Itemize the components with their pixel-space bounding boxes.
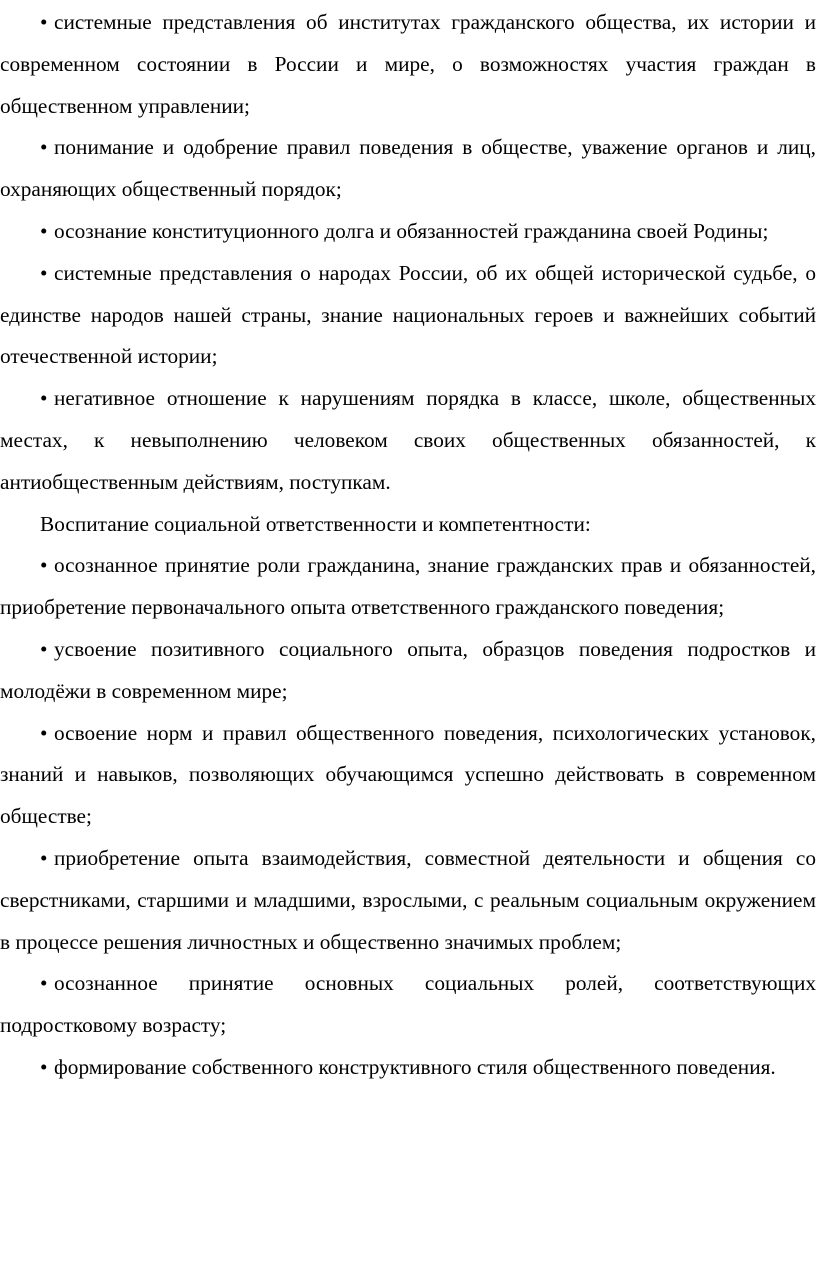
bullet-text: осознание конституционного долга и обязанностей гражданина своей Родины;: [54, 218, 769, 243]
bullet-text: осознанное принятие роли гражданина, знание гражданских прав и обязанностей, приобретение первоначального опыта ответственного гражданского поведения;: [0, 553, 816, 620]
bullet-item: [0, 211, 816, 253]
bullet-item: [0, 2, 816, 127]
bullet-icon: •: [40, 260, 48, 285]
bullet-item: [0, 253, 816, 378]
bullet-text: системные представления о народах России, об их общей исторической судьбе, о единстве народов нашей страны, знание национальных героев и важнейших событий отечественной истории;: [0, 260, 816, 369]
bullet-icon: •: [40, 636, 48, 661]
bullet-icon: •: [40, 135, 48, 160]
bullet-icon: •: [40, 386, 48, 411]
section-heading: Воспитание социальной ответственности и компетентности:: [40, 511, 591, 536]
bullet-icon: •: [40, 1054, 48, 1079]
bullet-item: [0, 838, 816, 963]
bullet-item: [0, 629, 816, 713]
bullet-text: приобретение опыта взаимодействия, совместной деятельности и общения со сверстниками, старшими и младшими, взрослыми, с реальным социальным окружением в процессе решения личностных и общественно значимых проблем;: [0, 845, 816, 954]
bullet-icon: •: [40, 218, 48, 243]
bullet-item: [0, 1047, 816, 1089]
bullet-text: усвоение позитивного социального опыта, образцов поведения подростков и молодёжи в современном мире;: [0, 636, 816, 703]
bullet-text: системные представления об институтах гражданского общества, их истории и современном состоянии в России и мире, о возможностях участия граждан в общественном управлении;: [0, 10, 816, 118]
bullet-text: негативное отношение к нарушениям порядка в классе, школе, общественных местах, к невыполнению человеком своих общественных обязанностей, к антиобщественным действиям, поступкам.: [0, 386, 816, 494]
bullet-icon: •: [40, 845, 48, 870]
bullet-icon: •: [40, 720, 48, 745]
bullet-icon: •: [40, 553, 48, 578]
bullet-text: понимание и одобрение правил поведения в обществе, уважение органов и лиц, охраняющих общественный порядок;: [0, 135, 816, 202]
bullet-text: осознанное принятие основных социальных ролей, соответствующих подростковому возрасту;: [0, 971, 816, 1038]
bullet-item: [0, 713, 816, 838]
bullet-item: [0, 378, 816, 503]
bullet-item: [0, 127, 816, 211]
document-page: [0, 2, 816, 1089]
bullet-item: [0, 545, 816, 629]
bullet-text: освоение норм и правил общественного поведения, психологических установок, знаний и навыков, позволяющих обучающимся успешно действовать в современном обществе;: [0, 720, 816, 829]
bullet-icon: •: [40, 10, 48, 34]
bullet-text: формирование собственного конструктивного стиля общественного поведения.: [54, 1054, 776, 1079]
bullet-item: [0, 963, 816, 1047]
bullet-icon: •: [40, 971, 48, 996]
